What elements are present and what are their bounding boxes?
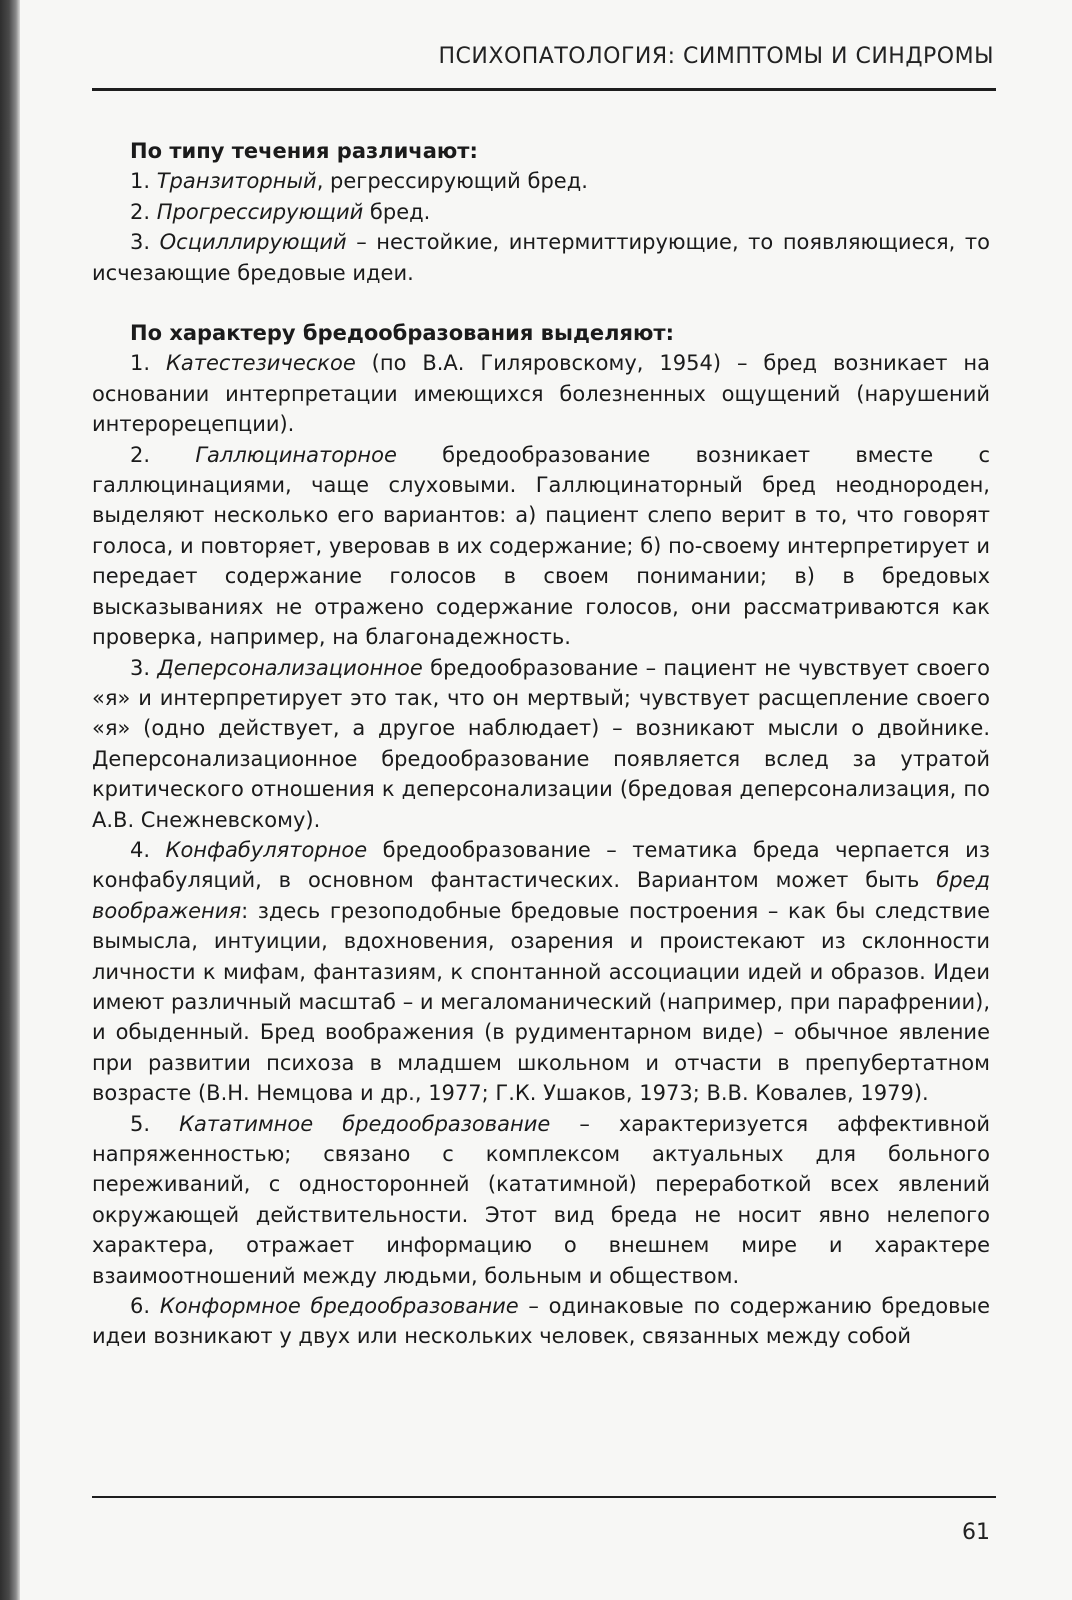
item-text: бред. [363, 199, 431, 224]
item-text: (по В.А. Гиляровскому, 1954) – бред возникает на основании интерпретации имеющихся болезненных ощущений (нарушений интерорецепции). [92, 351, 990, 437]
item-number: 1. [130, 169, 151, 194]
list-item-formation-6 [92, 1291, 990, 1352]
item-number: 3. [130, 655, 151, 680]
list-item-formation-3 [92, 653, 990, 835]
item-number: 2. [130, 199, 151, 224]
page-number: 61 [962, 1520, 990, 1545]
list-item-formation-4 [92, 835, 990, 1109]
item-term: Деперсонализационное [157, 655, 423, 680]
item-term: Прогрессирующий [156, 199, 364, 224]
list-item-formation-1 [92, 348, 990, 439]
item-text: бредообразование – тематика бреда черпается из конфабуляций, в основном фантастических. Вариантом может быть [92, 837, 990, 893]
item-number: 2. [130, 442, 151, 467]
item-number: 3. [130, 230, 151, 255]
item-term: Галлюцинаторное [195, 442, 397, 467]
list-item-course-2 [92, 197, 990, 227]
list-item-formation-2 [92, 440, 990, 653]
footer-rule [92, 1496, 996, 1498]
item-term: Конфабуляторное [165, 837, 368, 862]
item-number: 5. [130, 1111, 151, 1136]
section-heading-formation: По характеру бредообразования выделяют: [130, 321, 674, 346]
item-text: – характеризуется аффективной напряженностью; связано с комплексом актуальных для больного переживаний, с односторонней (кататимной) переработкой всех явлений окружающей действительности. Этот вид бреда не носит явно нелепого характера, отражает информацию о внешнем мире и характере взаимоотношений между людьми, больным и обществом. [92, 1111, 990, 1288]
book-spine-shadow [0, 0, 20, 1600]
item-term: Осциллирующий [159, 230, 347, 255]
list-item-formation-5 [92, 1109, 990, 1291]
item-text: бредообразование возникает вместе с галлюцинациями, чаще слуховыми. Галлюцинаторный бред неоднороден, выделяют несколько его вариантов: а) пациент слепо верит в то, что говорят голоса, и повторяет, уверовав в их содержание; б) по-своему интерпретирует и передает содержание голосов в своем понимании; в) в бредовых высказываниях не отражено содержание голосов, они рассматриваются как проверка, например, на благонадежность. [92, 442, 990, 650]
item-number: 4. [130, 837, 151, 862]
item-text: – одинаковые по содержанию бредовые идеи возникают у двух или нескольких человек, связанных между собой [92, 1294, 990, 1349]
item-number: 1. [130, 351, 151, 376]
running-header: ПСИХОПАТОЛОГИЯ: СИМПТОМЫ И СИНДРОМЫ [438, 44, 994, 69]
item-term-secondary: бред воображения [92, 868, 990, 923]
section-gap [92, 288, 990, 318]
list-item-course-3 [92, 227, 990, 288]
item-number: 6. [130, 1294, 151, 1319]
item-term: Конформное бредообразование [159, 1294, 519, 1319]
header-rule [92, 88, 996, 91]
item-text: бредообразование – пациент не чувствует своего «я» и интерпретирует это так, что он мертвый; чувствует расщепление своего «я» (одно действует, а другое наблюдает) – возникают мысли о двойнике. Деперсонализационное бредообразование появляется вслед за утратой критического отношения к деперсонализации (бредовая деперсонализация, по А.В. Снежневскому). [92, 655, 990, 832]
item-term: Катестезическое [165, 351, 356, 376]
item-text-continued: : здесь грезоподобные бредовые построения – как бы следствие вымысла, интуиции, вдохновения, озарения и проистекают из склонности личности к мифам, фантазиям, к спонтанной ассоциации идей и образов. Идеи имеют различный масштаб – и мегаломанический (например, при парафрении), и обыденный. Бред воображения (в рудиментарном виде) – обычное явление при развитии психоза в младшем школьном и отчасти в препубертатном возрасте (В.Н. Немцова и др., 1977; Г.К. Ушаков, 1973; В.В. Ковалев, 1979). [92, 898, 990, 1106]
item-text: , регрессирующий бред. [316, 169, 588, 194]
item-term: Кататимное бредообразование [179, 1111, 551, 1136]
section-heading-course: По типу течения различают: [130, 139, 478, 163]
page-body [92, 136, 990, 1352]
list-item-course-1 [92, 166, 990, 196]
item-text: – нестойкие, интермиттирующие, то появляющиеся, то исчезающие бредовые идеи. [92, 230, 990, 285]
item-term: Транзиторный [156, 169, 317, 194]
